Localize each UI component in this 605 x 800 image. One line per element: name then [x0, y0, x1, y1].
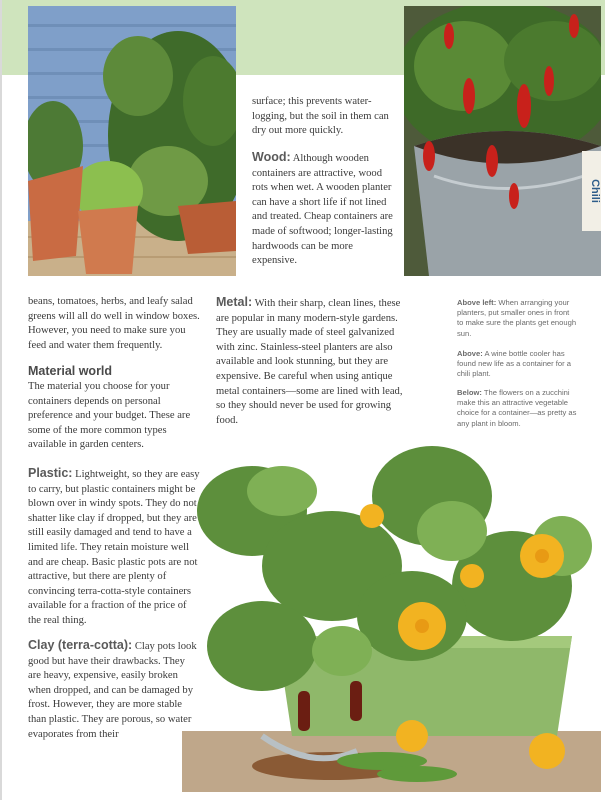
plastic-heading: Plastic: [28, 466, 73, 480]
clay-body: Clay pots look good but have their drawbacks. They are heavy, expensive, easily broken when dropped, and can be damaged by frost. However, they are more stable than plastic. They are porous, so water evaporates from their [28, 641, 197, 740]
metal-paragraph [216, 295, 406, 428]
text-continued-top: surface; this prevents water-logging, but the soil in them can dry out more quickly. [252, 96, 389, 137]
metal-body: With their sharp, clean lines, these are popular in many modern-style gardens. They are usually made of steel galvanized with zinc. Stainless-steel planters are also available and look stunning, but they are expensive. Be careful when using antique metal containers—some are lined with lead, so they should never be used for growing food. [216, 298, 403, 426]
photo-potted-plants [28, 6, 236, 276]
material-world-paragraph: The material you choose for your containers depends on personal preference and your budget. These are some of the more common types available in garden centers. [28, 381, 191, 451]
plastic-body: Lightweight, so they are easy to carry, but plastic containers might be blown over in windy spots. They do not shatter like clay if dropped, but they are still easily damaged and tend to have a limited life. They retain moisture well and are cheap. Basic plastic pots are not attractive, but there are plenty of convincing terra-cotta-style containers available for a fraction of the price of the real thing. [28, 469, 200, 626]
wood-paragraph [252, 150, 395, 269]
page-edge [0, 0, 2, 800]
caption-above-left: Above left: When arranging your planters, put smaller ones in front to make sure the plants get enough sun. [457, 298, 577, 338]
plastic-paragraph [28, 466, 200, 629]
caption-above: Above: A wine bottle cooler has found new life as a container for a chili plant. [457, 349, 571, 379]
wood-body: Although wooden containers are attractive, wood rots when wet. A wooden planter can have a short life if not lined and treated. Cheap containers are made of softwood; longer-lasting hardwoods can be more expensive. [252, 153, 393, 267]
clay-heading: Clay (terra-cotta): [28, 638, 133, 652]
photo-chili-plant [404, 6, 601, 276]
caption-below: Below: The flowers on a zucchini make this an attractive vegetable choice for a container—as pretty as any plant in bloom. [457, 388, 577, 428]
metal-heading: Metal: [216, 295, 253, 309]
wood-heading: Wood: [252, 150, 291, 164]
chili-label: Chili [589, 179, 601, 203]
photo-zucchini-planter [182, 436, 601, 792]
clay-paragraph [28, 638, 198, 742]
intro-paragraph: beans, tomatoes, herbs, and leafy salad greens will all do well in window boxes. However, you need to make sure you feed and water them frequently. [28, 296, 200, 351]
material-world-heading: Material world [28, 364, 113, 378]
